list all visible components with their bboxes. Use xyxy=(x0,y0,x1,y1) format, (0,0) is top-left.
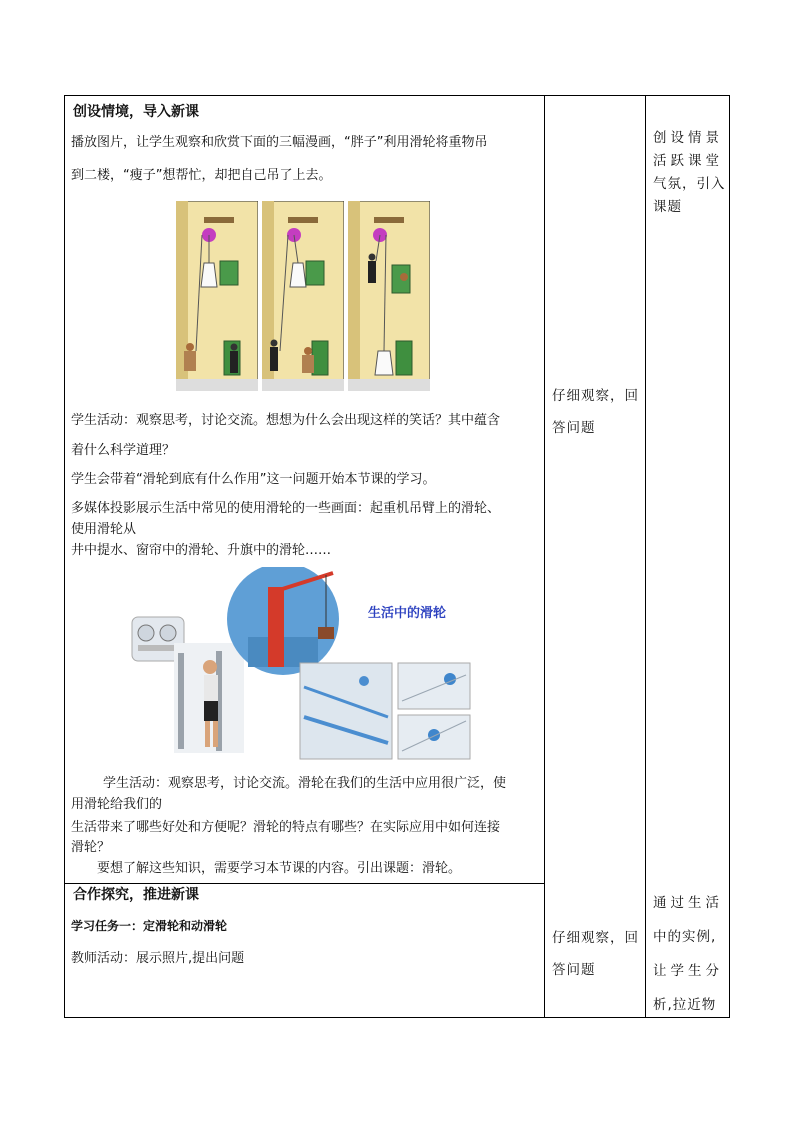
comic-panel-3 xyxy=(348,201,430,391)
design-intent-line: 析,拉近物 xyxy=(653,997,717,1013)
student-activity-line: 答问题 xyxy=(552,420,596,436)
paragraph-text: 多媒体投影展示生活中常见的使用滑轮的一些画面：起重机吊臂上的滑轮、 xyxy=(71,501,501,516)
design-intent-line: 通过生活 xyxy=(653,895,723,911)
row-divider-content xyxy=(65,883,545,884)
design-intent-line: 课题 xyxy=(653,199,682,215)
design-intent-cell xyxy=(653,127,726,219)
paragraph-text: 学生会带着“滑轮到底有什么作用”这一问题开始本节课的学习。 xyxy=(71,472,436,487)
paragraph-text: 用滑轮给我们的 xyxy=(71,797,163,812)
paragraph-text: 学生活动：观察思考，讨论交流。想想为什么会出现这样的笑话？其中蕴含 xyxy=(71,413,501,428)
comic-panel-1 xyxy=(176,201,258,391)
paragraph-text: 滑轮？ xyxy=(71,840,111,855)
design-intent-line: 气氛，引入 xyxy=(653,176,726,192)
section-heading-explore: 合作探究，推进新课 xyxy=(73,887,199,903)
paragraph-text: 井中提水、窗帘中的滑轮、升旗中的滑轮…… xyxy=(71,543,332,558)
design-intent-cell-2 xyxy=(653,886,723,1022)
design-intent-line: 活跃课堂 xyxy=(653,153,723,169)
column-divider-1 xyxy=(544,96,545,1017)
column-divider-2 xyxy=(645,96,646,1017)
student-activity-cell-2 xyxy=(552,927,639,982)
design-intent-line: 创设情景 xyxy=(653,130,723,146)
pulley-photo-collage xyxy=(128,567,474,763)
collage-caption: 生活中的滑轮 xyxy=(368,606,447,621)
paragraph-text: 要想了解这些知识，需要学习本节课的内容。引出课题：滑轮。 xyxy=(97,861,462,876)
student-activity-line: 答问题 xyxy=(552,962,596,978)
paragraph-text: 学生活动：观察思考，讨论交流。滑轮在我们的生活中应用很广泛，使 xyxy=(103,776,507,791)
task-title: 学习任务一：定滑轮和动滑轮 xyxy=(71,919,228,933)
design-intent-line: 让学生分 xyxy=(653,963,723,979)
student-activity-line: 仔细观察，回 xyxy=(552,388,639,404)
paragraph-text: 播放图片，让学生观察和欣赏下面的三幅漫画，“胖子”利用滑轮将重物吊 xyxy=(71,135,488,150)
design-intent-line: 中的实例, xyxy=(653,929,717,945)
comic-panel-2 xyxy=(262,201,344,391)
paragraph-text: 使用滑轮从 xyxy=(71,522,137,537)
section-heading-intro: 创设情境，导入新课 xyxy=(73,104,199,120)
paragraph-text: 着什么科学道理？ xyxy=(71,443,176,458)
student-activity-cell xyxy=(552,385,639,440)
paragraph-text: 生活带来了哪些好处和方便呢？滑轮的特点有哪些？在实际应用中如何连接 xyxy=(71,820,501,835)
student-activity-line: 仔细观察，回 xyxy=(552,930,639,946)
paragraph-text: 到二楼，“瘦子”想帮忙，却把自己吊了上去。 xyxy=(71,168,332,183)
teacher-activity-text: 教师活动：展示照片,提出问题 xyxy=(71,951,245,966)
